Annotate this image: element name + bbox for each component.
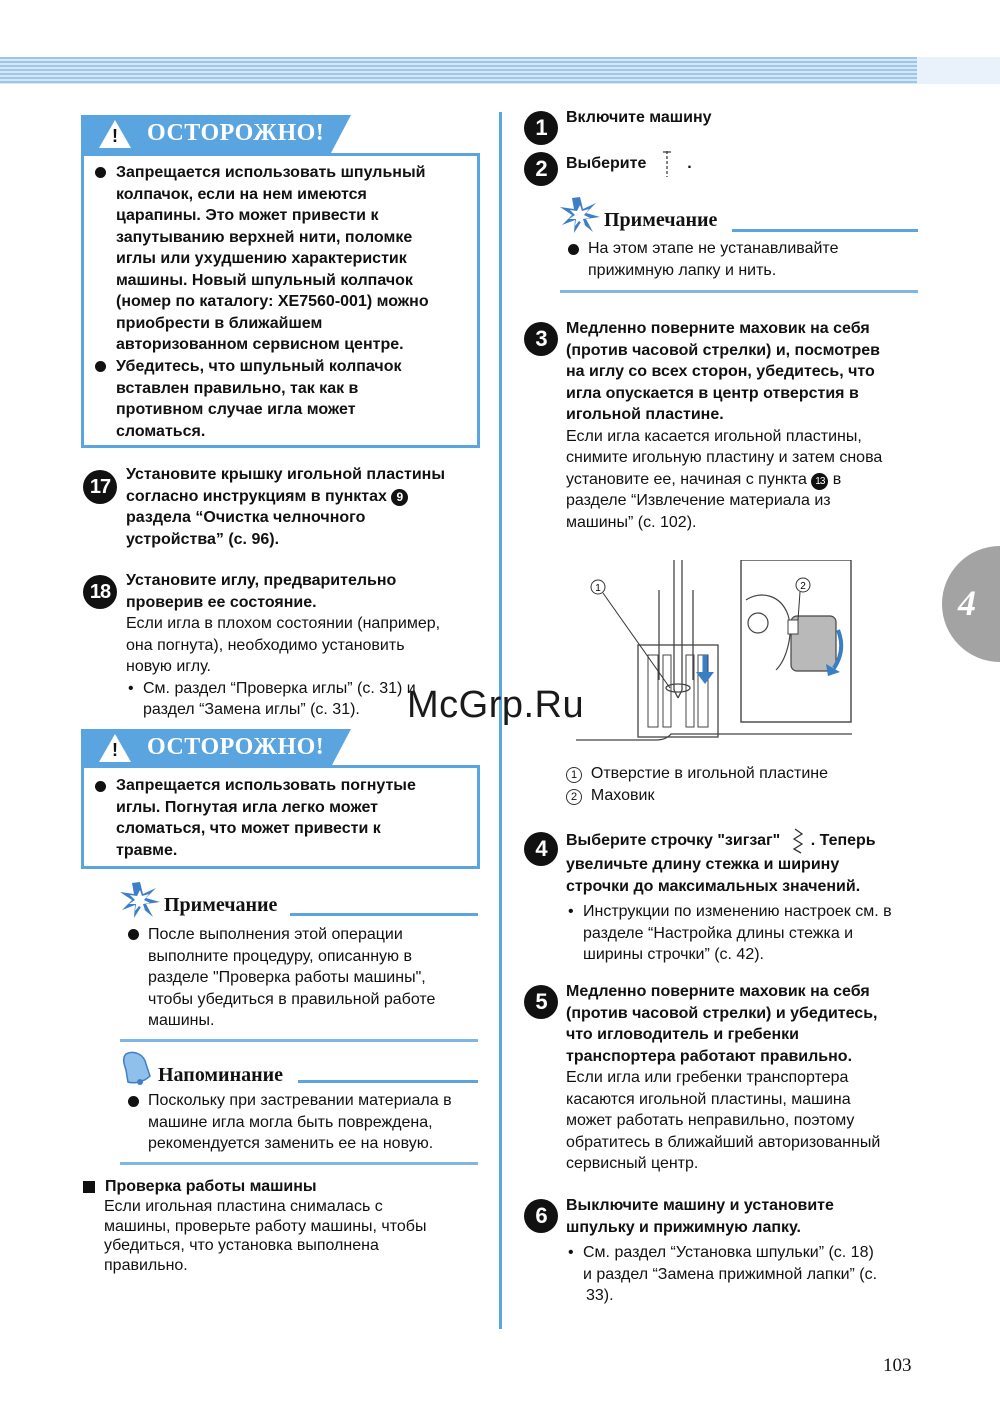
step-5-text: Медленно поверните маховик на себя (против часовой стрелки) и убедитесь, что игловодитель и гребенки транспортера работают правильно. Если игла или гребенки транспортера касаются игольной пластины, машина может работать неправильно, поэтому обратитесь в ближайший авторизованный сервисный центр. xyxy=(566,983,881,1172)
note-star-icon xyxy=(120,882,160,918)
bullet-icon xyxy=(95,361,106,372)
caution-item-2: Убедитесь, что шпульный колпачок вставлен правильно, так как в противном случае игла может сломаться. xyxy=(116,358,402,440)
needle-plate-figure xyxy=(576,560,852,750)
step-17-number: 17 xyxy=(83,470,117,504)
caution-block-2 xyxy=(81,729,480,869)
bullet-icon xyxy=(95,781,106,792)
step-5-number: 5 xyxy=(524,985,558,1019)
note-bottom-rule xyxy=(120,1039,478,1042)
step-ref-13: 13 xyxy=(811,473,828,490)
bell-icon xyxy=(120,1050,154,1086)
note-title: Примечание xyxy=(604,209,718,231)
note-text: На этом этапе не устанавливайте прижимную лапку и нить. xyxy=(588,240,839,279)
straight-stitch-icon xyxy=(655,149,679,179)
caution-title: ОСТОРОЖНО! xyxy=(147,734,325,760)
note-bottom-rule xyxy=(560,290,918,293)
step-1-text: Включите машину xyxy=(566,109,712,126)
chapter-number: 4 xyxy=(958,583,976,623)
step-4-text: Выберите строчку "зигзаг" . Теперь увеличьте длину стежка и ширину строчки до максимальных значений. • Инструкции по изменению настроек см. в разделе “Настройка длины стежка и ширины строчки” (с. 42). xyxy=(566,828,926,966)
step-1-number: 1 xyxy=(524,111,558,145)
note-text: После выполнения этой операции выполните процедуру, описанную в разделе "Проверка работы машины", чтобы убедиться в правильной работе машины. xyxy=(148,926,436,1029)
bullet-icon xyxy=(128,929,139,940)
note-block-left xyxy=(120,882,480,1042)
reminder-text: Поскольку при застревании материала в машине игла могла быть повреждена, рекомендуется заменить ее на новую. xyxy=(148,1092,452,1152)
caution-block-1 xyxy=(81,115,480,448)
step-18-text: Установите иглу, предварительно проверив ее состояние. Если игла в плохом состоянии (например, она погнута), необходимо установить новую иглу. • См. раздел “Проверка иглы” (с. 31) и раздел “Замена иглы” (с. 31). xyxy=(126,572,441,718)
square-bullet-icon xyxy=(83,1181,95,1193)
caution-title: ОСТОРОЖНО! xyxy=(147,120,325,146)
legend-mark-1: 1 xyxy=(566,767,582,783)
section-heading: Проверка работы машины xyxy=(105,1178,317,1195)
legend-mark-2: 2 xyxy=(566,789,582,805)
reminder-title-rule xyxy=(298,1080,478,1083)
bullet-icon xyxy=(128,1096,139,1107)
note-block-right xyxy=(560,197,918,295)
callout-2: 2 xyxy=(800,581,806,592)
reminder-title: Напоминание xyxy=(158,1064,284,1086)
step-6-text: Выключите машину и установите шпульку и прижимную лапку. • См. раздел “Установка шпульки” (с. 18) и раздел “Замена прижимной лапки” (с. 33). xyxy=(566,1197,878,1304)
step-3-text: Медленно поверните маховик на себя (против часовой стрелки) и, посмотрев на иглу со всех сторон, убедитесь, что игла опускается в центр отверстия в игольной пластине. Если игла касается игольной пластины, снимите игольную пластину и затем снова установите ее, начиная с пункта 13 в разделе “Извлечение материала из машины” (с. 102). xyxy=(566,320,883,531)
note-title: Примечание xyxy=(164,894,278,916)
step-2-text: Выберите . xyxy=(566,149,692,179)
zigzag-stitch-icon xyxy=(787,828,809,854)
header-stripe xyxy=(0,57,917,84)
bullet-icon xyxy=(95,167,106,178)
step-17-text: Установите крышку игольной пластины согласно инструкциям в пунктах 9 раздела “Очистка челночного устройства” (с. 96). xyxy=(126,466,446,548)
step-4-number: 4 xyxy=(524,832,558,866)
step-ref-9: 9 xyxy=(391,489,408,506)
note-title-rule xyxy=(732,229,918,232)
note-star-icon xyxy=(560,197,600,233)
callout-1: 1 xyxy=(595,583,601,594)
figure-legend: 1 Отверстие в игольной пластине 2 Маховик xyxy=(566,763,926,806)
section-text: Если игольная пластина снималась с машины, проверьте работу машины, чтобы убедиться, что установка выполнена правильно. xyxy=(104,1198,427,1274)
step-18-number: 18 xyxy=(83,575,117,609)
header-stripe-end xyxy=(917,57,1000,84)
step-2-number: 2 xyxy=(524,152,558,186)
figure-illustration xyxy=(576,560,852,750)
watermark: McGrp.Ru xyxy=(407,684,585,726)
bullet-icon xyxy=(568,244,579,255)
caution-header: ! ОСТОРОЖНО! xyxy=(81,729,331,767)
caution-header: ! ОСТОРОЖНО! xyxy=(81,115,331,153)
note-title-rule xyxy=(290,913,478,916)
reminder-block xyxy=(120,1050,480,1168)
step-6-number: 6 xyxy=(524,1199,558,1233)
reminder-bottom-rule xyxy=(120,1162,478,1165)
caution-item-1: Запрещается использовать шпульный колпачок, если на нем имеются царапины. Это может привести к запутыванию верхней нити, поломке иглы или ухудшению характеристик машины. Новый шпульный колпачок (номер по каталогу: XE7560-001) можно приобрести в ближайшем авторизованном сервисном центре. xyxy=(116,164,429,353)
caution-item-1: Запрещается использовать погнутые иглы. Погнутая игла легко может сломаться, что может привести к травме. xyxy=(116,777,416,859)
step-3-number: 3 xyxy=(524,322,558,356)
page-number: 103 xyxy=(883,1355,912,1376)
